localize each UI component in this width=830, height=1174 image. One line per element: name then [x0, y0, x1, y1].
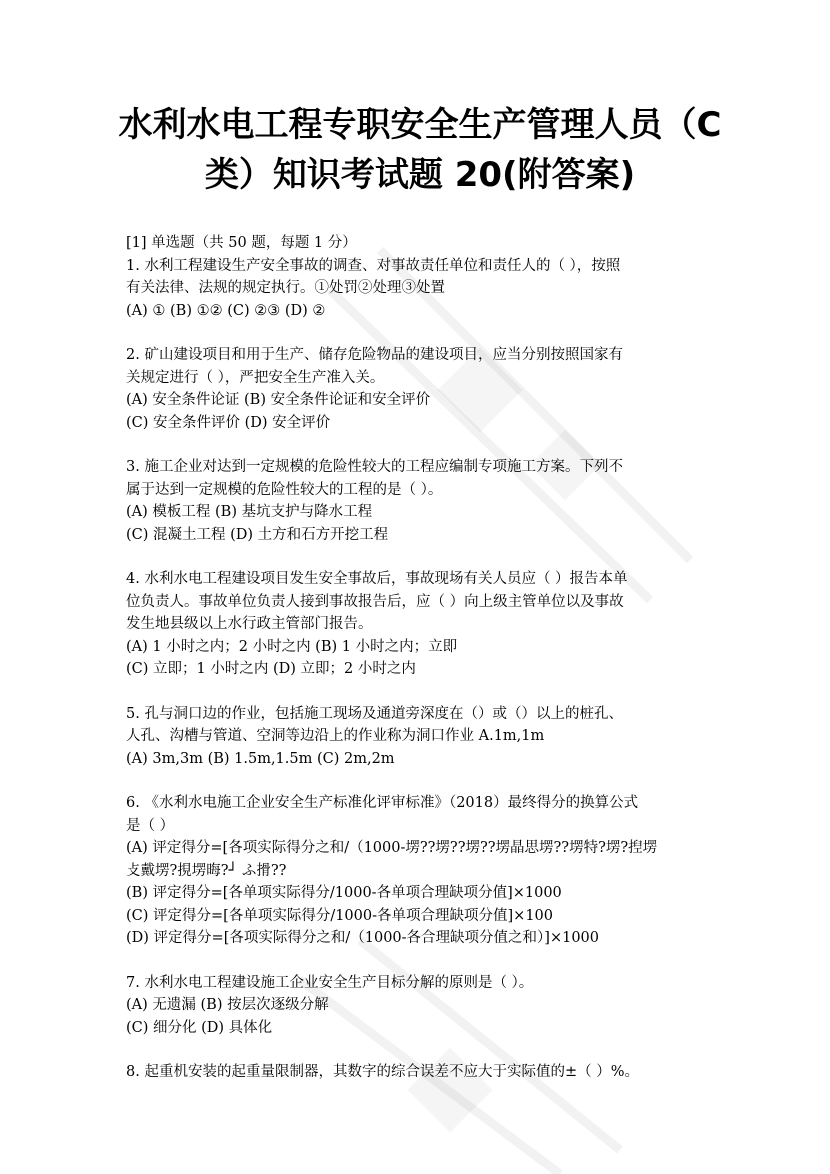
question-text: 发生地县级以上水行政主管部门报告。 [126, 616, 373, 632]
title-line-1: 水利水电工程专职安全生产管理人员（C [118, 105, 722, 145]
answer-option-c: (C) 评定得分=[各单项实际得分/1000-各单项合理缺项分值]×100 [126, 907, 553, 924]
answer-options: (A) ① (B) ①② (C) ②③ (D) ② [126, 302, 326, 319]
question-text: 位负责人。事故单位负责人接到事故报告后，应（ ）向上级主管单位以及事故 [126, 593, 624, 610]
answer-options: (C) 立即；1 小时之内 (D) 立即；2 小时之内 [126, 661, 416, 677]
document-title [110, 100, 730, 200]
question-4-text: 4. 水利水电工程建设项目发生安全事故后，事故现场有关人员应（ ）报告本单 [126, 571, 628, 587]
question-3-text: 3. 施工企业对达到一定规模的危险性较大的工程应编制专项施工方案。下列不 [126, 459, 623, 475]
question-2-text: 2. 矿山建设项目和用于生产、储存危险物品的建设项目，应当分别按照国家有 [126, 347, 623, 363]
section-header: [1] 单选题（共 50 题，每题 1 分） [126, 235, 357, 251]
answer-options: (A) 3m,3m (B) 1.5m,1.5m (C) 2m,2m [126, 750, 395, 767]
answer-option-b: (B) 评定得分=[各单项实际得分/1000-各单项合理缺项分值]×1000 [126, 885, 562, 901]
answer-option-a: (A) 评定得分=[各项实际得分之和/（1000-塄??塄??塄??塄晶思塄??塄特?塄?揑塄 [126, 840, 658, 856]
question-text: 有关法律、法规的规定执行。①处罚②处理③处置 [126, 280, 445, 296]
answer-options: (C) 混凝土工程 (D) 土方和石方开挖工程 [126, 526, 389, 543]
question-text: 关规定进行（ ），严把安全生产准入关。 [126, 369, 385, 386]
question-6-text: 6. 《水利水电施工企业安全生产标准化评审标准》（2018）最终得分的换算公式 [126, 795, 639, 811]
question-5-text: 5. 孔与洞口边的作业，包括施工现场及通道旁深度在（）或（）以上的桩孔、 [126, 705, 623, 722]
answer-options: (A) 安全条件论证 (B) 安全条件论证和安全评价 [126, 392, 431, 408]
answer-options: (C) 细分化 (D) 具体化 [126, 1019, 273, 1036]
answer-options: (A) 无遗漏 (B) 按层次逐级分解 [126, 997, 329, 1013]
question-text: 是（ ） [126, 817, 175, 834]
question-text: 属于达到一定规模的危险性较大的工程的是（ ）。 [126, 481, 443, 498]
answer-options: (A) 1 小时之内；2 小时之内 (B) 1 小时之内；立即 [126, 638, 458, 655]
answer-option-a-cont: 攴戴塄?挸塄晦?┘ ふ搰?? [126, 862, 287, 879]
question-1 [126, 255, 716, 323]
question-list [126, 232, 716, 1084]
answer-options: (A) 模板工程 (B) 基坑支护与降水工程 [126, 504, 373, 520]
question-text: 人孔、沟槽与管道、空洞等边沿上的作业称为洞口作业 A.1m,1m [126, 728, 545, 744]
question-text: 1. 水利工程建设生产安全事故的调查、对事故责任单位和责任人的（ ），按照 [126, 257, 621, 274]
question-7-text: 7. 水利水电工程建设施工企业安全生产目标分解的原则是（ ）。 [126, 974, 534, 991]
title-line-2: 类）知识考试题 20(附答案) [204, 155, 636, 195]
question-8-text: 8. 起重机安装的起重量限制器，其数字的综合误差不应大于实际值的±（ ）%。 [126, 1064, 639, 1080]
answer-options: (C) 安全条件评价 (D) 安全评价 [126, 414, 331, 431]
answer-option-d: (D) 评定得分=[各项实际得分之和/（1000-各合理缺项分值之和）]×1000 [126, 930, 599, 946]
